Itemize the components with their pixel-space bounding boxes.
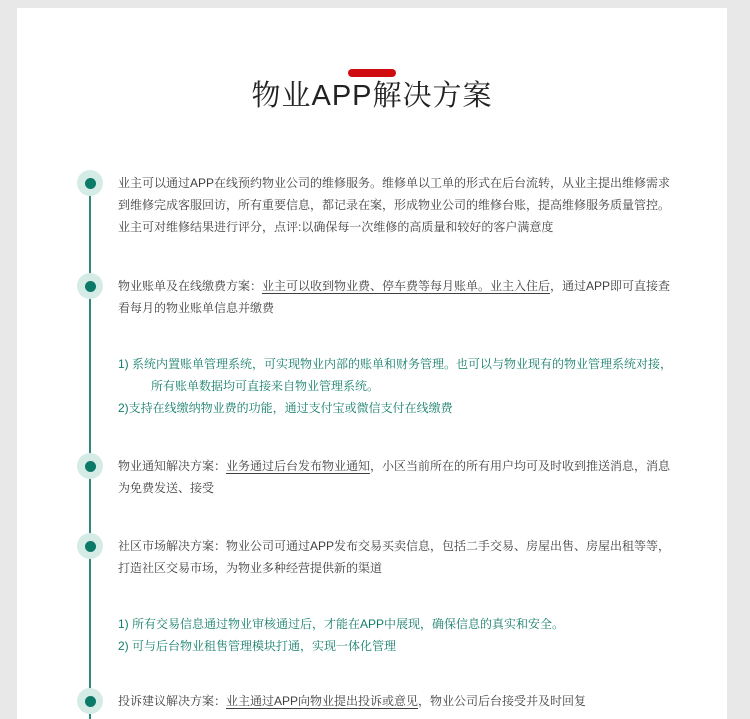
timeline-item-text: 物业账单及在线缴费方案：: [118, 279, 263, 293]
sublist-line: 2) 可与后台物业租售管理模块打通，实现一体化管理: [118, 639, 397, 653]
title-accent-bar: [348, 69, 396, 77]
timeline-dot-icon: [77, 170, 103, 196]
timeline-item-notification: [17, 455, 727, 499]
timeline-item-text: 社区市场解决方案：物业公司可通过APP发布交易买卖信息，包括二手交易、房屋出售、房屋出租等等，打造社区交易市场，为物业多种经营提供新的渠道: [118, 539, 671, 575]
sublist-line: 2)支持在线缴纳物业费的功能，通过支付宝或微信支付在线缴费: [118, 401, 453, 415]
timeline-dot-icon: [77, 453, 103, 479]
solutions-timeline: [17, 172, 727, 719]
timeline-item-text-underlined: 业主通过APP向物业提出投诉或意见: [226, 694, 419, 708]
timeline-item-text: 投诉建议解决方案：: [118, 694, 227, 708]
timeline-item-text: 业主可以通过APP在线预约物业公司的维修服务。维修单以工单的形式在后台流转，从业主提出维修需求到维修完成客服回访，所有重要信息，都记录在案，形成物业公司的维修台账，提高维修服务质量管控。业主可对维修结果进行评分，点评:以确保每一次维修的高质量和较好的客户满意度: [118, 176, 671, 234]
timeline-dot-icon: [77, 273, 103, 299]
content-card: [17, 8, 727, 719]
sublist-community-market: [17, 613, 727, 657]
sublist-billing: [17, 353, 727, 419]
page-title: 物业APP解决方案: [251, 80, 493, 112]
timeline-item-text-rest: ，物业公司后台接受并及时回复: [418, 694, 587, 708]
timeline-item-text-rest: ，通过APP即可直接查看每月的物业账单信息并缴费: [118, 279, 671, 315]
timeline-item-text-underlined: 业主可以收到物业费、停车费等每月账单。业主入住后: [262, 279, 551, 293]
sublist-line: 1) 所有交易信息通过物业审核通过后，才能在APP中展现，确保信息的真实和安全。: [118, 617, 565, 631]
timeline-item-text-rest: ，小区当前所在的所有用户均可及时收到推送消息，消息为免费发送、接受: [118, 459, 671, 495]
timeline-item-text: 物业通知解决方案：: [118, 459, 227, 473]
timeline-item-billing: [17, 275, 727, 319]
timeline-item-complaints: [17, 690, 727, 712]
sublist-line: 1) 系统内置账单管理系统，可实现物业内部的账单和财务管理。也可以与物业现有的物业管理系统对接，所有账单数据均可直接来自物业管理系统。: [118, 357, 673, 393]
timeline-dot-icon: [77, 533, 103, 559]
timeline-item-repair-service: [17, 172, 727, 238]
timeline-dot-icon: [77, 688, 103, 714]
timeline-item-text-underlined: 业务通过后台发布物业通知: [226, 459, 371, 473]
timeline-item-community-market: [17, 535, 727, 579]
